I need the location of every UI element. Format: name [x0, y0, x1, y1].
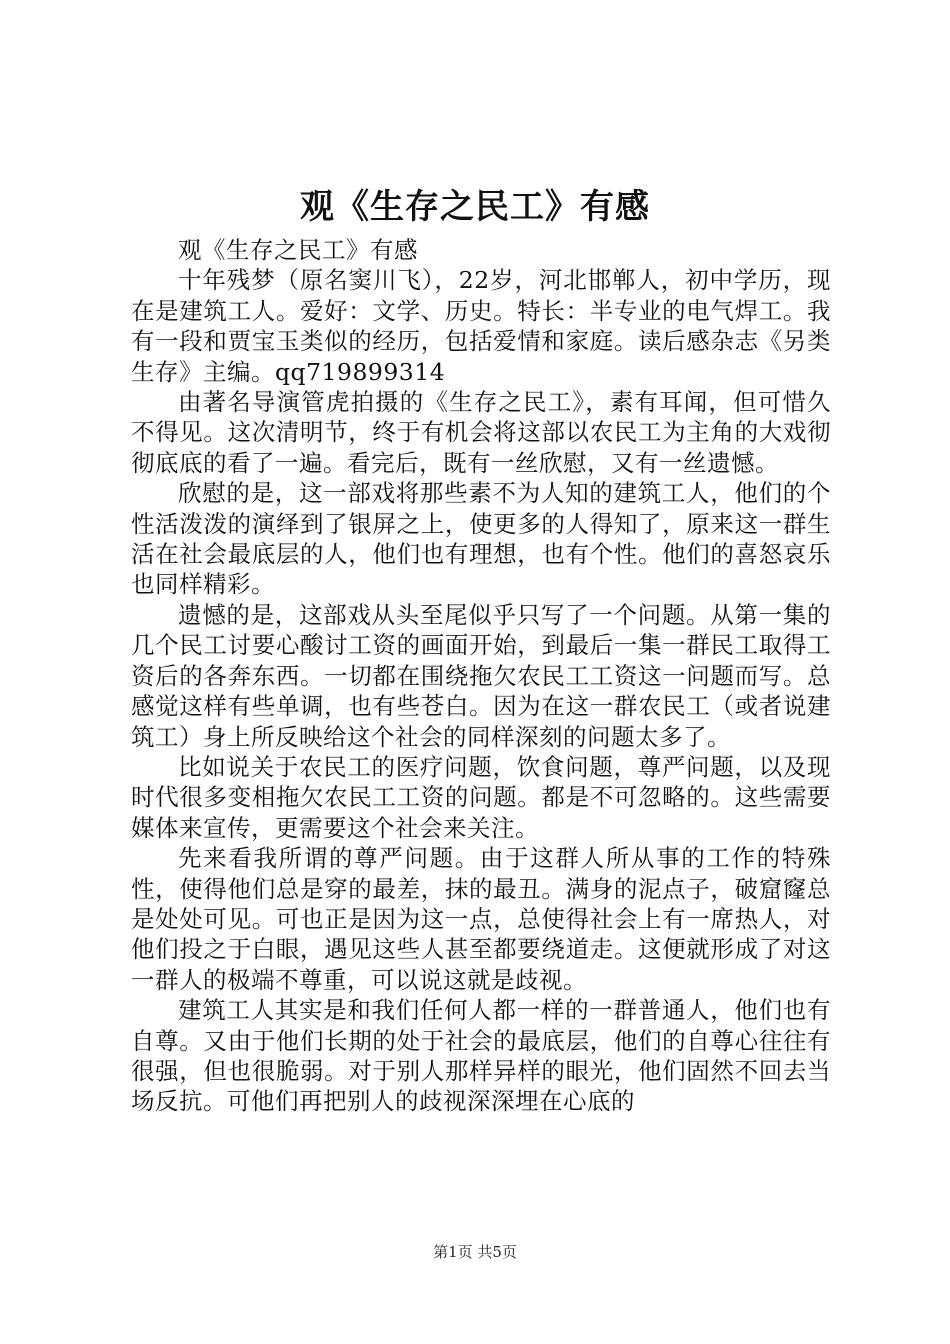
paragraph-subtitle: 观《生存之民工》有感: [178, 236, 418, 264]
paragraph-intro: 由著名导演管虎拍摄的《生存之民工》，素有耳闻，但可惜久不得见。这次清明节，终于有机会将这部以农民工为主角的大戏彻彻底底的看了一遍。看完后，既有一丝欣慰，又有一丝遗憾。: [131, 388, 831, 477]
paragraph-gratification: 欣慰的是，这一部戏将那些素不为人知的建筑工人，他们的个性活泼泼的演绎到了银屏之上，使更多的人得知了，原来这一群生活在社会最底层的人，他们也有理想，也有个性。他们的喜怒哀乐也同样精彩。: [131, 479, 831, 599]
paragraph-self-respect: 建筑工人其实是和我们任何人都一样的一群普通人，他们也有自尊。又由于他们长期的处于社会的最底层，他们的自尊心往往有很强，但也很脆弱。对于别人那样异样的眼光，他们固然不回去当场反抗。可他们再把别人的歧视深深埋在心底的: [131, 996, 831, 1116]
document-body: [131, 235, 831, 1117]
paragraph-dignity: 先来看我所谓的尊严问题。由于这群人所从事的工作的特殊性，使得他们总是穿的最差，抹的最丑。满身的泥点子，破窟窿总是处处可见。可也正是因为这一点，总使得社会上有一席热人，对他们投之于白眼，遇见这些人甚至都要绕道走。这便就形成了对这一群人的极端不尊重，可以说这就是歧视。: [131, 844, 831, 994]
paragraph-author-bio: 十年残梦（原名窦川飞），22岁，河北邯郸人，初中学历，现在是建筑工人。爱好：文学、历史。特长：半专业的电气焊工。我有一段和贾宝玉类似的经历，包括爱情和家庭。读后感杂志《另类生存》主编。qq719899314: [131, 266, 831, 386]
paragraph-regret: 遗憾的是，这部戏从头至尾似乎只写了一个问题。从第一集的几个民工讨要心酸讨工资的画面开始，到最后一集一群民工取得工资后的各奔东西。一切都在围绕拖欠农民工工资这一问题而写。总感觉这样有些单调，也有些苍白。因为在这一群农民工（或者说建筑工）身上所反映给这个社会的同样深刻的问题太多了。: [131, 600, 831, 751]
page-number-footer: 第1页 共5页: [433, 1243, 517, 1261]
document-title: 观《生存之民工》有感: [300, 187, 650, 227]
paragraph-examples: 比如说关于农民工的医疗问题，饮食问题，尊严问题，以及现时代很多变相拖欠农民工工资的问题。都是不可忽略的。这些需要媒体来宣传，更需要这个社会来关注。: [131, 752, 831, 842]
